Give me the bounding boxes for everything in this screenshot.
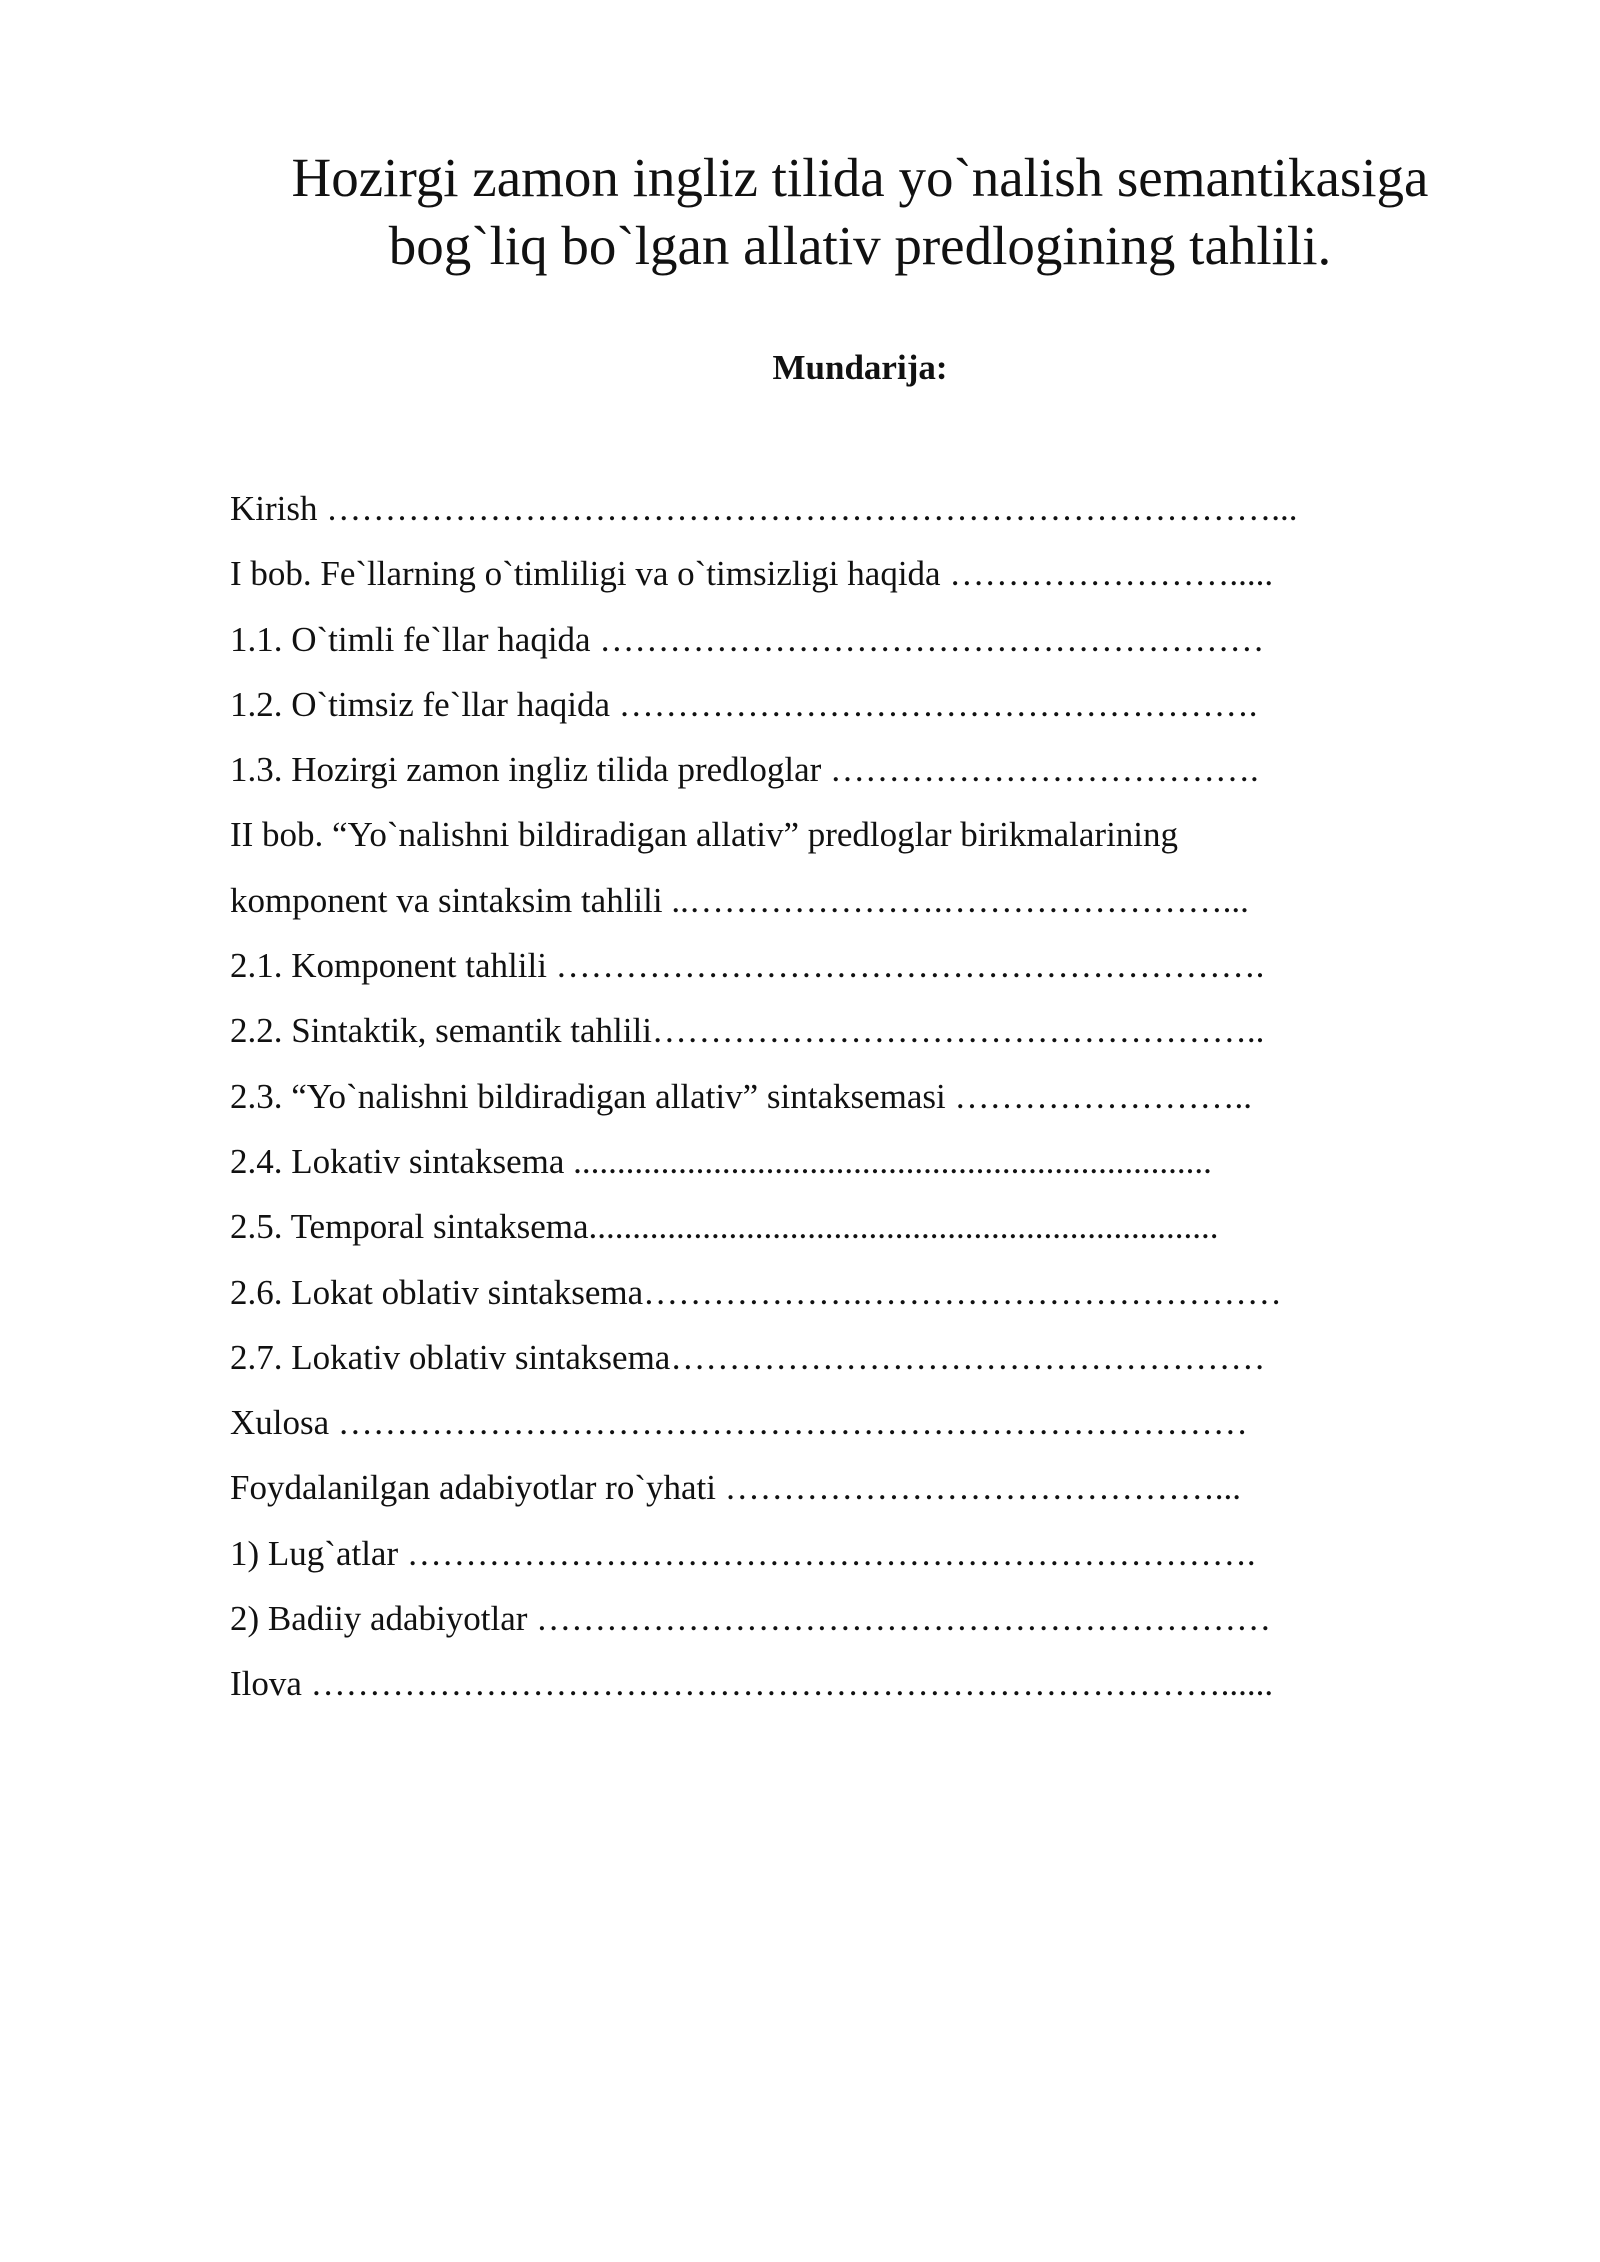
toc-line: 2.3. “Yo`nalishni bildiradigan allativ” sintaksemasi …………………….. bbox=[230, 1076, 1253, 1116]
table-of-contents bbox=[230, 476, 1430, 1717]
toc-line: Foydalanilgan adabiyotlar ro`yhati ……………………………………... bbox=[230, 1468, 1241, 1508]
toc-line: 1.2. O`timsiz fe`llar haqida ………………………………………………. bbox=[230, 684, 1258, 724]
toc-line: 1.1. O`timli fe`llar haqida ………………………………………………… bbox=[230, 619, 1265, 659]
toc-line: 2.6. Lokat oblativ sintaksema……………….……………………………… bbox=[230, 1272, 1282, 1312]
toc-line: komponent va sintaksim tahlili ..………………….……………………... bbox=[230, 880, 1249, 920]
toc-line: 2.1. Komponent tahlili ……………………………………………………. bbox=[230, 946, 1265, 986]
toc-line: 2) Badiiy adabiyotlar ……………………………………………………… bbox=[230, 1599, 1272, 1639]
title-line-2: bog`liq bo`lgan allativ predlogining tahlili. bbox=[388, 215, 1332, 276]
toc-line: Xulosa …………………………………………………………………… bbox=[230, 1403, 1248, 1443]
toc-line: II bob. “Yo`nalishni bildiradigan allativ” predloglar birikmalarining bbox=[230, 815, 1179, 855]
toc-line: 2.2. Sintaktik, semantik tahlili…………………………………………….. bbox=[230, 1011, 1265, 1051]
toc-line: 1) Lug`atlar ………………………………………………………………. bbox=[230, 1533, 1256, 1573]
toc-line: 2.7. Lokativ oblativ sintaksema…………………………………………… bbox=[230, 1337, 1266, 1377]
toc-line: Ilova ……………………………………………………………………...... bbox=[230, 1664, 1274, 1704]
toc-heading: Mundarija: bbox=[772, 348, 948, 387]
document-title bbox=[200, 144, 1520, 280]
toc-line: Kirish ………………………………………………………………………... bbox=[230, 489, 1298, 528]
toc-line: 2.4. Lokativ sintaksema ......................................................................... bbox=[230, 1141, 1212, 1181]
toc-line: 2.5. Temporal sintaksema........................................................................ bbox=[230, 1207, 1219, 1247]
toc-line: 1.3. Hozirgi zamon ingliz tilida predloglar ………………………………. bbox=[230, 750, 1259, 790]
title-line-1: Hozirgi zamon ingliz tilida yo`nalish semantikasiga bbox=[291, 147, 1429, 208]
toc-line: I bob. Fe`llarning o`timliligi va o`timsizligi haqida ……………………..... bbox=[230, 554, 1274, 594]
